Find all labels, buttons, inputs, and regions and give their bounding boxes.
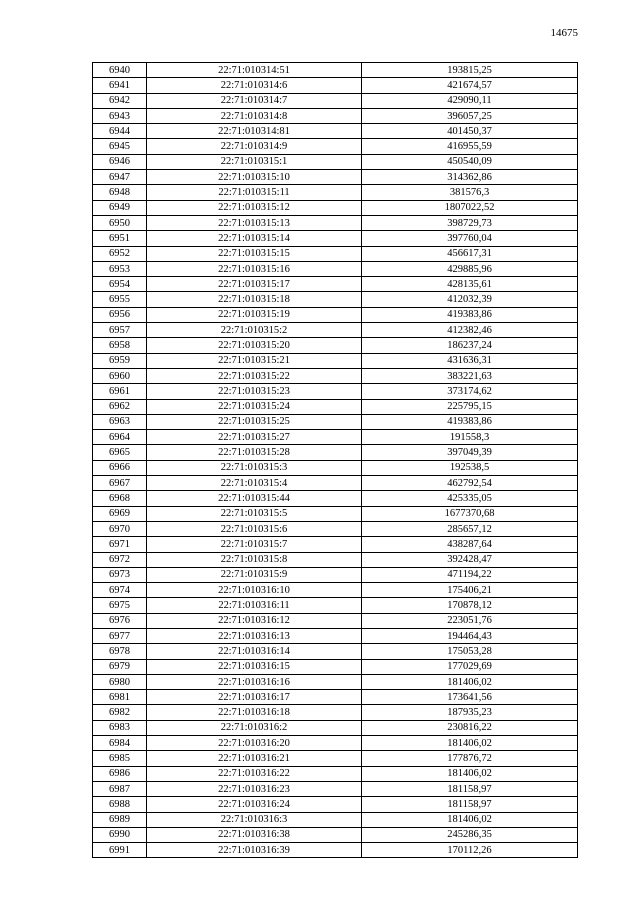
cadastral-number-cell: 22:71:010315:5 [147,506,362,521]
cadastral-value-cell: 225795,15 [362,399,578,414]
cadastral-number-cell: 22:71:010315:44 [147,491,362,506]
cadastral-number-cell: 22:71:010314:81 [147,124,362,139]
cadastral-value-cell: 392428,47 [362,552,578,567]
cadastral-number-cell: 22:71:010315:2 [147,323,362,338]
table-row [93,277,578,292]
cadastral-value-cell: 428135,61 [362,277,578,292]
cadastral-value-cell: 421674,57 [362,78,578,93]
row-number-cell: 6966 [93,460,147,475]
row-number-cell: 6978 [93,644,147,659]
cadastral-value-cell: 285657,12 [362,521,578,536]
row-number-cell: 6969 [93,506,147,521]
row-number-cell: 6955 [93,292,147,307]
table-row [93,674,578,689]
row-number-cell: 6991 [93,843,147,858]
cadastral-value-cell: 175053,28 [362,644,578,659]
cadastral-value-cell: 419383,86 [362,307,578,322]
cadastral-value-cell: 194464,43 [362,628,578,643]
cadastral-value-cell: 419383,86 [362,414,578,429]
cadastral-number-cell: 22:71:010315:10 [147,170,362,185]
cadastral-number-cell: 22:71:010316:14 [147,644,362,659]
cadastral-value-cell: 401450,37 [362,124,578,139]
table-row [93,613,578,628]
row-number-cell: 6985 [93,751,147,766]
table-row [93,552,578,567]
row-number-cell: 6950 [93,215,147,230]
row-number-cell: 6988 [93,797,147,812]
cadastral-value-cell: 1807022,52 [362,200,578,215]
row-number-cell: 6984 [93,736,147,751]
table-row [93,583,578,598]
cadastral-value-cell: 181406,02 [362,674,578,689]
table-row [93,384,578,399]
cadastral-number-cell: 22:71:010315:7 [147,537,362,552]
cadastral-value-cell: 381576,3 [362,185,578,200]
table-row [93,399,578,414]
table-row [93,766,578,781]
table-body [93,63,578,858]
table-row [93,827,578,842]
cadastral-number-cell: 22:71:010315:21 [147,353,362,368]
table-row [93,307,578,322]
cadastral-number-cell: 22:71:010316:22 [147,766,362,781]
cadastral-number-cell: 22:71:010316:15 [147,659,362,674]
row-number-cell: 6982 [93,705,147,720]
cadastral-number-cell: 22:71:010314:51 [147,63,362,78]
row-number-cell: 6962 [93,399,147,414]
cadastral-number-cell: 22:71:010316:16 [147,674,362,689]
cadastral-value-cell: 456617,31 [362,246,578,261]
row-number-cell: 6947 [93,170,147,185]
cadastral-number-cell: 22:71:010316:18 [147,705,362,720]
cadastral-value-cell: 429090,11 [362,93,578,108]
table-row [93,690,578,705]
table-row [93,414,578,429]
cadastral-value-cell: 173641,56 [362,690,578,705]
row-number-cell: 6975 [93,598,147,613]
table-row [93,506,578,521]
row-number-cell: 6968 [93,491,147,506]
cadastral-value-cell: 373174,62 [362,384,578,399]
cadastral-value-cell: 191558,3 [362,430,578,445]
table-row [93,598,578,613]
cadastral-number-cell: 22:71:010316:39 [147,843,362,858]
cadastral-number-cell: 22:71:010316:2 [147,720,362,735]
table-row [93,781,578,796]
cadastral-number-cell: 22:71:010314:8 [147,108,362,123]
cadastral-value-cell: 471194,22 [362,567,578,582]
cadastral-value-cell: 450540,09 [362,154,578,169]
table-row [93,705,578,720]
cadastral-number-cell: 22:71:010316:10 [147,583,362,598]
table-row [93,644,578,659]
table-row [93,628,578,643]
cadastral-value-cell: 223051,76 [362,613,578,628]
cadastral-number-cell: 22:71:010315:25 [147,414,362,429]
row-number-cell: 6983 [93,720,147,735]
cadastral-number-cell: 22:71:010316:38 [147,827,362,842]
row-number-cell: 6971 [93,537,147,552]
table-row [93,63,578,78]
cadastral-number-cell: 22:71:010315:1 [147,154,362,169]
row-number-cell: 6979 [93,659,147,674]
table-row [93,292,578,307]
row-number-cell: 6957 [93,323,147,338]
cadastral-value-cell: 170878,12 [362,598,578,613]
page-number: 14675 [550,27,578,39]
row-number-cell: 6987 [93,781,147,796]
table-row [93,751,578,766]
cadastral-number-cell: 22:71:010316:23 [147,781,362,796]
row-number-cell: 6943 [93,108,147,123]
table-row [93,567,578,582]
table-row [93,154,578,169]
cadastral-value-cell: 181406,02 [362,736,578,751]
cadastral-number-cell: 22:71:010315:18 [147,292,362,307]
cadastral-value-cell: 416955,59 [362,139,578,154]
cadastral-value-cell: 175406,21 [362,583,578,598]
table-row [93,659,578,674]
cadastral-value-cell: 230816,22 [362,720,578,735]
row-number-cell: 6972 [93,552,147,567]
cadastral-value-cell: 181406,02 [362,812,578,827]
row-number-cell: 6961 [93,384,147,399]
cadastral-value-cell: 412032,39 [362,292,578,307]
row-number-cell: 6953 [93,261,147,276]
row-number-cell: 6941 [93,78,147,93]
table-row [93,124,578,139]
row-number-cell: 6981 [93,690,147,705]
cadastral-number-cell: 22:71:010314:6 [147,78,362,93]
cadastral-number-cell: 22:71:010315:13 [147,215,362,230]
table-row [93,323,578,338]
table-row [93,445,578,460]
table-row [93,521,578,536]
cadastral-number-cell: 22:71:010314:9 [147,139,362,154]
row-number-cell: 6951 [93,231,147,246]
row-number-cell: 6965 [93,445,147,460]
row-number-cell: 6960 [93,368,147,383]
row-number-cell: 6967 [93,476,147,491]
row-number-cell: 6970 [93,521,147,536]
cadastral-number-cell: 22:71:010315:6 [147,521,362,536]
table-row [93,338,578,353]
cadastral-number-cell: 22:71:010316:12 [147,613,362,628]
cadastral-number-cell: 22:71:010315:27 [147,430,362,445]
row-number-cell: 6986 [93,766,147,781]
cadastral-value-cell: 177029,69 [362,659,578,674]
cadastral-number-cell: 22:71:010315:9 [147,567,362,582]
row-number-cell: 6959 [93,353,147,368]
cadastral-number-cell: 22:71:010315:8 [147,552,362,567]
row-number-cell: 6989 [93,812,147,827]
table-row [93,353,578,368]
cadastral-value-cell: 397760,04 [362,231,578,246]
cadastral-value-cell: 181158,97 [362,797,578,812]
cadastral-number-cell: 22:71:010315:14 [147,231,362,246]
table-row [93,491,578,506]
table-row [93,78,578,93]
cadastral-value-cell: 429885,96 [362,261,578,276]
table-row [93,231,578,246]
cadastral-number-cell: 22:71:010316:17 [147,690,362,705]
row-number-cell: 6980 [93,674,147,689]
cadastral-value-cell: 186237,24 [362,338,578,353]
row-number-cell: 6956 [93,307,147,322]
cadastral-number-cell: 22:71:010316:3 [147,812,362,827]
table-row [93,139,578,154]
cadastral-value-cell: 177876,72 [362,751,578,766]
table-row [93,460,578,475]
table-row [93,215,578,230]
table-row [93,200,578,215]
cadastral-value-cell: 187935,23 [362,705,578,720]
table-row [93,476,578,491]
cadastral-number-cell: 22:71:010316:20 [147,736,362,751]
row-number-cell: 6976 [93,613,147,628]
table-row [93,812,578,827]
row-number-cell: 6944 [93,124,147,139]
table-row [93,93,578,108]
cadastral-value-cell: 181406,02 [362,766,578,781]
cadastral-value-cell: 438287,64 [362,537,578,552]
row-number-cell: 6945 [93,139,147,154]
cadastral-number-cell: 22:71:010315:28 [147,445,362,460]
cadastral-number-cell: 22:71:010315:20 [147,338,362,353]
table-row [93,843,578,858]
cadastral-value-cell: 314362,86 [362,170,578,185]
table-row [93,170,578,185]
cadastral-value-cell: 245286,35 [362,827,578,842]
table-row [93,185,578,200]
cadastral-number-cell: 22:71:010315:12 [147,200,362,215]
cadastral-number-cell: 22:71:010315:24 [147,399,362,414]
table-row [93,108,578,123]
cadastral-value-cell: 425335,05 [362,491,578,506]
table-row [93,720,578,735]
cadastral-number-cell: 22:71:010315:11 [147,185,362,200]
row-number-cell: 6990 [93,827,147,842]
cadastral-number-cell: 22:71:010314:7 [147,93,362,108]
cadastral-value-cell: 412382,46 [362,323,578,338]
row-number-cell: 6940 [93,63,147,78]
cadastral-value-cell: 396057,25 [362,108,578,123]
row-number-cell: 6977 [93,628,147,643]
table-row [93,537,578,552]
row-number-cell: 6973 [93,567,147,582]
cadastral-value-cell: 462792,54 [362,476,578,491]
row-number-cell: 6963 [93,414,147,429]
cadastral-value-cell: 170112,26 [362,843,578,858]
row-number-cell: 6952 [93,246,147,261]
cadastral-number-cell: 22:71:010316:13 [147,628,362,643]
cadastral-value-cell: 397049,39 [362,445,578,460]
cadastral-value-cell: 193815,25 [362,63,578,78]
cadastral-value-cell: 431636,31 [362,353,578,368]
row-number-cell: 6954 [93,277,147,292]
table-row [93,430,578,445]
cadastral-number-cell: 22:71:010315:17 [147,277,362,292]
row-number-cell: 6974 [93,583,147,598]
row-number-cell: 6958 [93,338,147,353]
row-number-cell: 6948 [93,185,147,200]
row-number-cell: 6942 [93,93,147,108]
cadastral-value-cell: 398729,73 [362,215,578,230]
cadastral-number-cell: 22:71:010315:4 [147,476,362,491]
cadastral-number-cell: 22:71:010315:22 [147,368,362,383]
row-number-cell: 6946 [93,154,147,169]
cadastral-value-cell: 181158,97 [362,781,578,796]
table-row [93,736,578,751]
table-row [93,261,578,276]
row-number-cell: 6964 [93,430,147,445]
cadastral-number-cell: 22:71:010316:11 [147,598,362,613]
cadastral-number-cell: 22:71:010315:23 [147,384,362,399]
table-row [93,368,578,383]
cadastral-number-cell: 22:71:010315:19 [147,307,362,322]
cadastral-number-cell: 22:71:010315:3 [147,460,362,475]
cadastral-number-cell: 22:71:010315:16 [147,261,362,276]
row-number-cell: 6949 [93,200,147,215]
cadastral-value-cell: 1677370,68 [362,506,578,521]
table-row [93,246,578,261]
cadastral-number-cell: 22:71:010316:24 [147,797,362,812]
cadastral-value-table [92,62,578,858]
table-row [93,797,578,812]
cadastral-number-cell: 22:71:010316:21 [147,751,362,766]
cadastral-value-cell: 383221,63 [362,368,578,383]
cadastral-value-cell: 192538,5 [362,460,578,475]
cadastral-number-cell: 22:71:010315:15 [147,246,362,261]
